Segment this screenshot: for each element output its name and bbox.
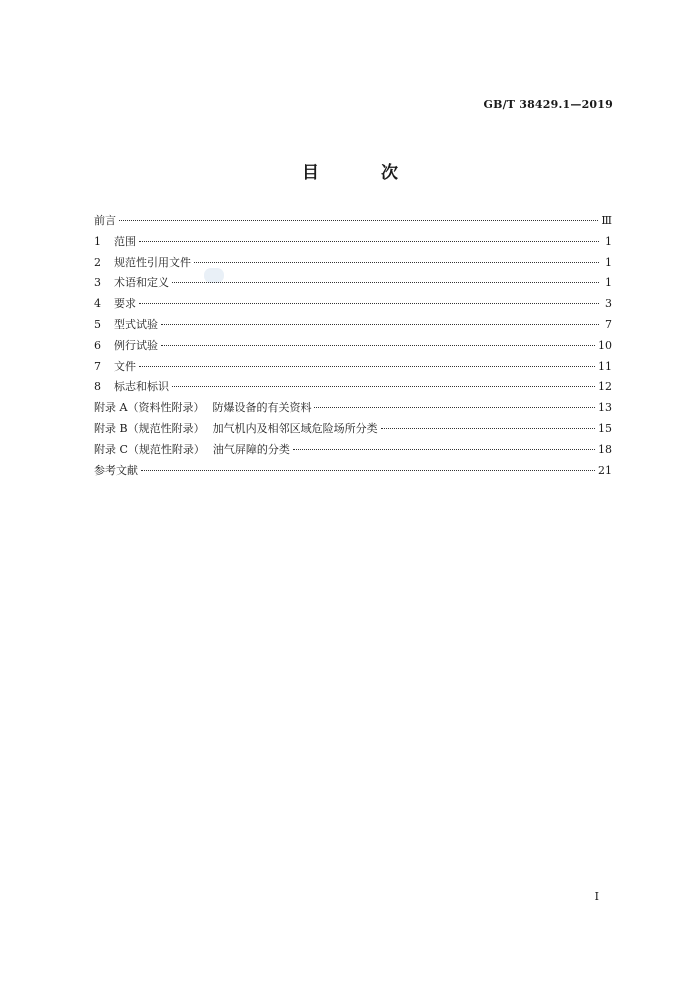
annex-type-label: 附录 A（资料性附录） (94, 401, 205, 415)
toc-entry-number: 4 (94, 297, 101, 311)
toc-leader-dots (172, 386, 595, 387)
toc-entry-label: 标志和标识 (114, 380, 169, 394)
toc-leader-dots (161, 324, 599, 325)
toc-entry-annex-c[interactable] (94, 440, 612, 461)
toc-entry-scope[interactable] (94, 232, 612, 253)
toc-entry-number: 7 (94, 359, 101, 373)
toc-leader-dots (194, 262, 599, 263)
page-number: I (594, 890, 599, 903)
toc-entry-label: 要求 (114, 297, 136, 311)
toc-entry-label (94, 440, 290, 461)
toc-entry-page: 21 (598, 463, 612, 477)
toc-entry-number: 1 (94, 234, 101, 248)
toc-entry-annex-b[interactable] (94, 419, 612, 440)
toc-entry-bibliography[interactable] (94, 461, 612, 482)
toc-entry-label (94, 419, 378, 440)
toc-entry-label (94, 398, 311, 419)
toc-entry-page: 11 (598, 359, 612, 373)
toc-leader-dots (293, 449, 595, 450)
standard-number: GB/T 38429.1—2019 (483, 98, 613, 111)
toc-entry-normative-references[interactable] (94, 253, 612, 274)
annex-type-label: 附录 C（规范性附录） (94, 442, 205, 456)
toc-entry-number: 5 (94, 317, 101, 331)
toc-entry-page: 15 (598, 421, 612, 435)
toc-entry-routine-tests[interactable] (94, 336, 612, 357)
toc-entry-page: 10 (598, 338, 612, 352)
toc-entry-label: 范围 (114, 234, 136, 248)
toc-entry-number: 8 (94, 380, 101, 394)
toc-entry-label: 前言 (94, 214, 116, 227)
toc-entry-number: 2 (94, 255, 101, 269)
toc-leader-dots (381, 428, 595, 429)
toc-leader-dots (139, 241, 599, 242)
toc-entry-label: 文件 (114, 359, 136, 373)
toc-entry-label: 参考文献 (94, 463, 138, 477)
annex-type-label: 附录 B（规范性附录） (94, 421, 205, 435)
toc-leader-dots (314, 407, 595, 408)
toc-leader-dots (172, 282, 599, 283)
toc-title: 目 次 (302, 163, 426, 183)
toc-entry-marking[interactable] (94, 377, 612, 398)
annex-title: 加气机内及相邻区域危险场所分类 (212, 421, 378, 435)
toc-entry-page: 1 (605, 255, 612, 269)
toc-entry-label: 规范性引用文件 (114, 255, 191, 269)
toc-entry-foreword[interactable] (94, 211, 612, 232)
toc-entry-number: 3 (94, 276, 101, 290)
toc-entry-page: 1 (605, 234, 612, 248)
toc-entry-annex-a[interactable] (94, 398, 612, 419)
toc-entry-terms-definitions[interactable] (94, 273, 612, 294)
table-of-contents (94, 211, 612, 481)
toc-entry-label: 例行试验 (114, 338, 158, 352)
toc-entry-documents[interactable] (94, 357, 612, 378)
toc-leader-dots (139, 303, 599, 304)
toc-leader-dots (139, 366, 595, 367)
toc-entry-label: 术语和定义 (114, 276, 169, 290)
toc-entry-page: 12 (598, 380, 612, 394)
toc-leader-dots (141, 470, 595, 471)
toc-entry-type-tests[interactable] (94, 315, 612, 336)
toc-leader-dots (119, 220, 598, 221)
toc-entry-page: 1 (605, 276, 612, 290)
toc-entry-page: 18 (598, 442, 612, 456)
toc-entry-page: 7 (605, 317, 612, 331)
toc-entry-page: Ⅲ (601, 214, 612, 227)
toc-entry-page: 13 (598, 401, 612, 415)
toc-entry-number: 6 (94, 338, 101, 352)
annex-title: 油气屏障的分类 (212, 442, 290, 456)
toc-entry-label: 型式试验 (114, 317, 158, 331)
toc-entry-requirements[interactable] (94, 294, 612, 315)
toc-entry-page: 3 (605, 297, 612, 311)
annex-title: 防爆设备的有关资料 (212, 401, 312, 415)
toc-leader-dots (161, 345, 595, 346)
